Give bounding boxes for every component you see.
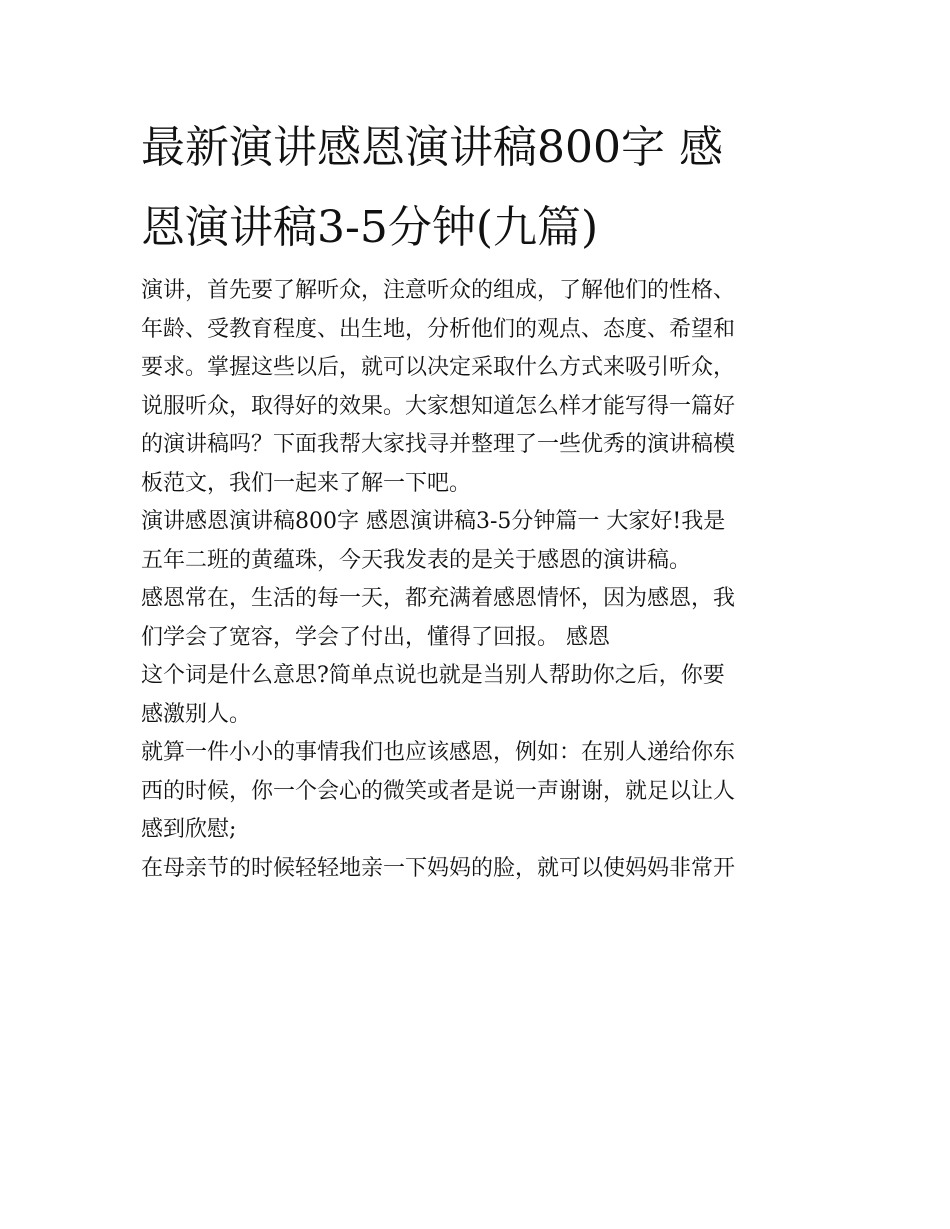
text-line: 演讲感恩演讲稿800字 感恩演讲稿3-5分钟篇一 大家好!我是 xyxy=(141,509,726,534)
paragraph-intro xyxy=(141,272,813,503)
paragraph-gratitude-always xyxy=(141,580,813,657)
text-line: 说服听众，取得好的效果。大家想知道怎么样才能写得一篇好 xyxy=(141,393,736,419)
text-line: 演讲，首先要了解听众，注意听众的组成，了解他们的性格、 xyxy=(141,278,736,303)
paragraph-mothers-day xyxy=(141,850,813,889)
paragraph-speech-opening xyxy=(141,503,813,580)
document-body xyxy=(141,108,813,888)
text-line: 板范文，我们一起来了解一下吧。 xyxy=(141,470,472,496)
text-line: 感到欣慰; xyxy=(141,817,237,842)
text-line: 的演讲稿吗？下面我帮大家找寻并整理了一些优秀的演讲稿模 xyxy=(141,432,736,457)
paragraph-meaning xyxy=(141,657,813,734)
text-line: 五年二班的黄蕴珠，今天我发表的是关于感恩的演讲稿。 xyxy=(141,547,692,573)
text-line: 在母亲节的时候轻轻地亲一下妈妈的脸，就可以使妈妈非常开 xyxy=(141,855,736,881)
text-line: 这个词是什么意思?简单点说也就是当别人帮助你之后，你要 xyxy=(141,663,725,688)
paragraph-small-things xyxy=(141,734,813,850)
text-line: 就算一件小小的事情我们也应该感恩，例如：在别人递给你东 xyxy=(141,740,736,765)
text-line: 感恩常在，生活的每一天，都充满着感恩情怀，因为感恩，我 xyxy=(141,586,736,611)
text-line: 感激别人。 xyxy=(141,701,252,727)
title-line-2: 恩演讲稿3-5分钟(九篇) xyxy=(141,202,599,253)
text-line: 要求。掌握这些以后，就可以决定采取什么方式来吸引听众， xyxy=(141,355,736,380)
text-line: 西的时候，你一个会心的微笑或者是说一声谢谢，就足以让人 xyxy=(141,778,736,804)
document-title xyxy=(141,108,813,268)
title-line-1: 最新演讲感恩演讲稿800字 感 xyxy=(141,122,723,173)
text-line: 们学会了宽容，学会了付出，懂得了回报。 感恩 xyxy=(141,624,610,650)
text-line: 年龄、受教育程度、出生地，分析他们的观点、态度、希望和 xyxy=(141,316,736,342)
